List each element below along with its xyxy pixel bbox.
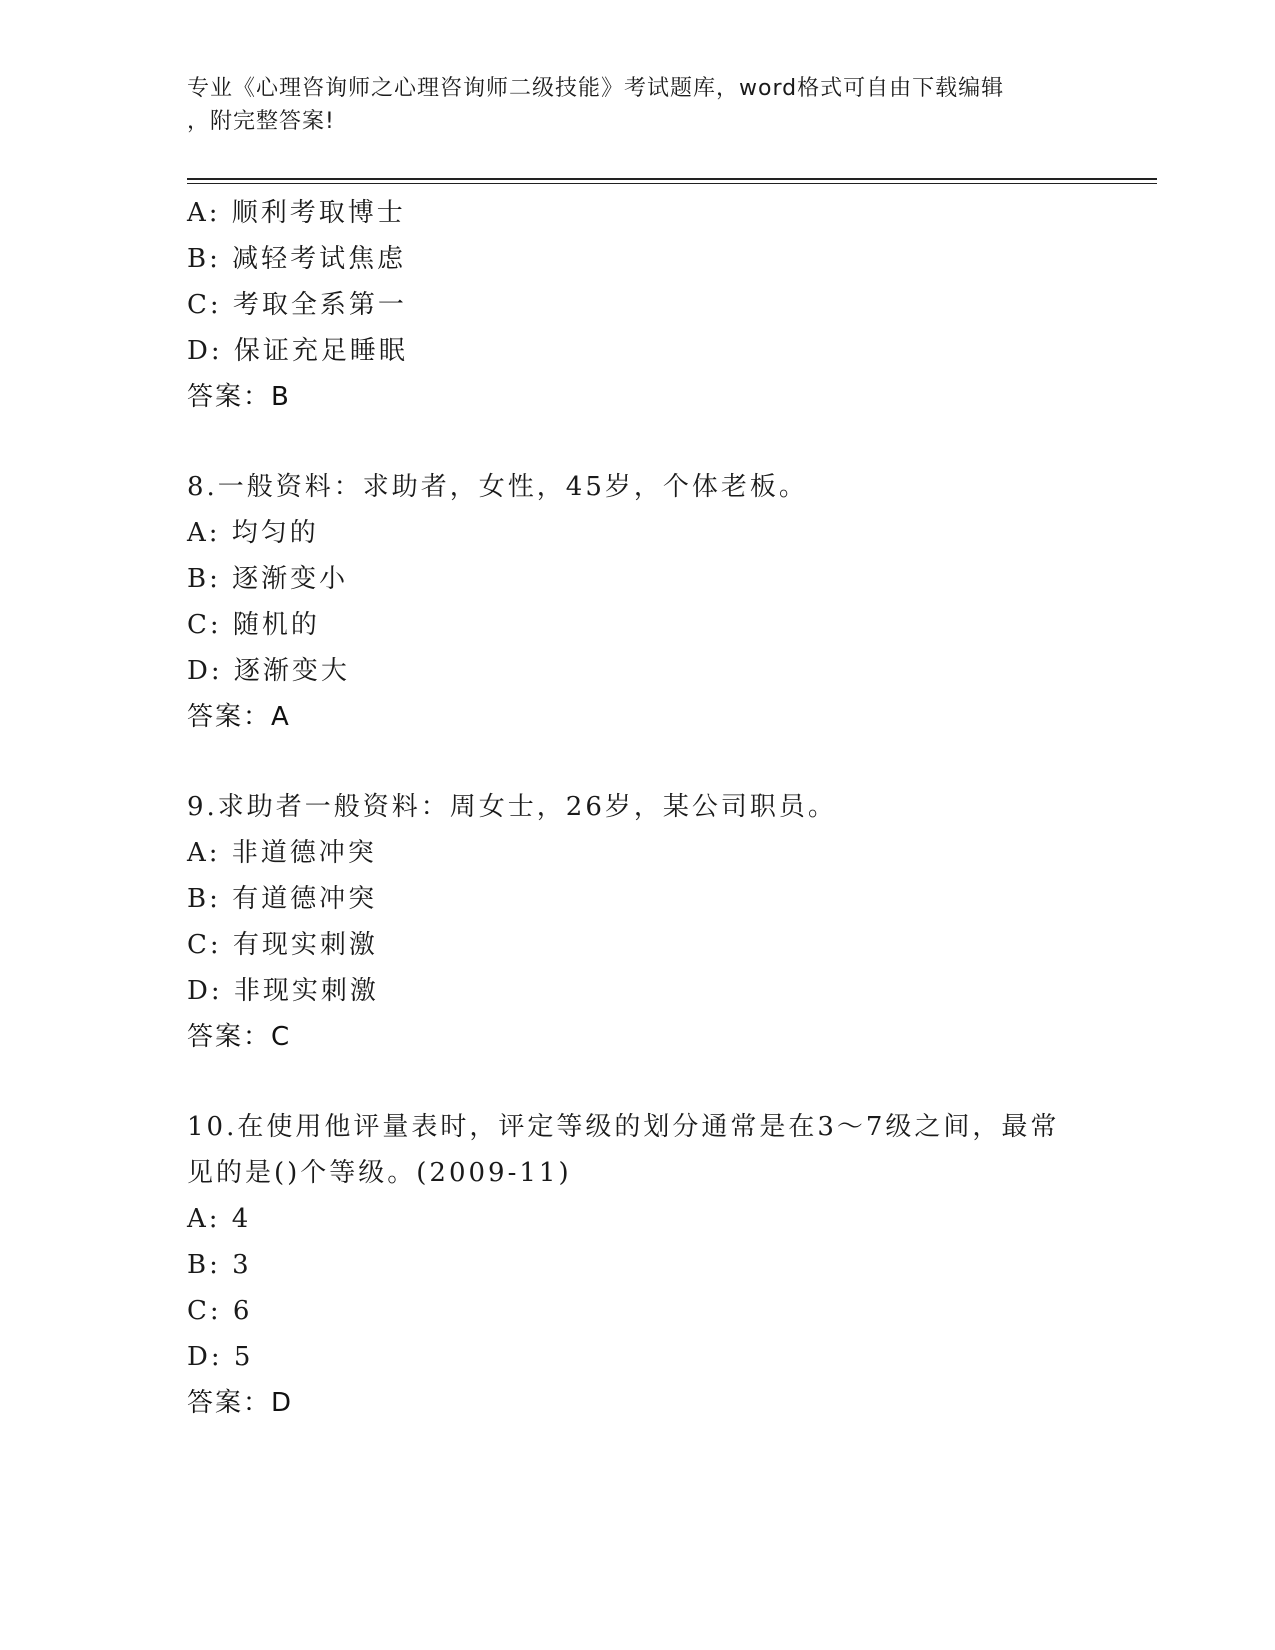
question-text-line-2: 见的是()个等级。(2009-11) xyxy=(187,1158,572,1188)
question-block xyxy=(187,190,1067,420)
answer-line: 答案：D xyxy=(187,1388,294,1418)
question-block xyxy=(187,464,1067,740)
option-d: D: 5 xyxy=(187,1342,254,1372)
question-block xyxy=(187,1104,1067,1426)
header-divider-thin xyxy=(187,183,1157,184)
block-spacer xyxy=(187,420,1067,464)
answer-line: 答案：C xyxy=(187,1022,292,1052)
header-line-2: ，附完整答案! xyxy=(187,109,335,134)
option-c: C: 随机的 xyxy=(187,610,320,640)
option-a: A: 均匀的 xyxy=(187,518,319,548)
option-d: D: 非现实刺激 xyxy=(187,976,379,1006)
answer-line: 答案：A xyxy=(187,702,291,732)
option-c: C: 6 xyxy=(187,1296,253,1326)
block-spacer xyxy=(187,740,1067,784)
document-header xyxy=(187,72,1067,138)
answer-line: 答案：B xyxy=(187,382,291,412)
header-divider xyxy=(187,178,1157,180)
option-b: B: 减轻考试焦虑 xyxy=(187,244,407,274)
question-text: 9.求助者一般资料：周女士，26岁，某公司职员。 xyxy=(187,792,837,822)
option-b: B: 有道德冲突 xyxy=(187,884,378,914)
option-d: D: 逐渐变大 xyxy=(187,656,350,686)
option-b: B: 3 xyxy=(187,1250,252,1280)
option-d: D: 保证充足睡眠 xyxy=(187,336,408,366)
option-a: A: 顺利考取博士 xyxy=(187,198,406,228)
block-spacer xyxy=(187,1060,1067,1104)
question-text: 8.一般资料：求助者，女性，45岁，个体老板。 xyxy=(187,472,808,502)
option-b: B: 逐渐变小 xyxy=(187,564,349,594)
option-a: A: 非道德冲突 xyxy=(187,838,377,868)
option-a: A: 4 xyxy=(187,1204,252,1234)
option-c: C: 有现实刺激 xyxy=(187,930,378,960)
option-c: C: 考取全系第一 xyxy=(187,290,407,320)
header-line-1: 专业《心理咨询师之心理咨询师二级技能》考试题库，word格式可自由下载编辑 xyxy=(187,76,1005,101)
question-block xyxy=(187,784,1067,1060)
question-list xyxy=(187,190,1067,1426)
question-text-line-1: 10.在使用他评量表时，评定等级的划分通常是在3～7级之间，最常 xyxy=(187,1112,1060,1142)
